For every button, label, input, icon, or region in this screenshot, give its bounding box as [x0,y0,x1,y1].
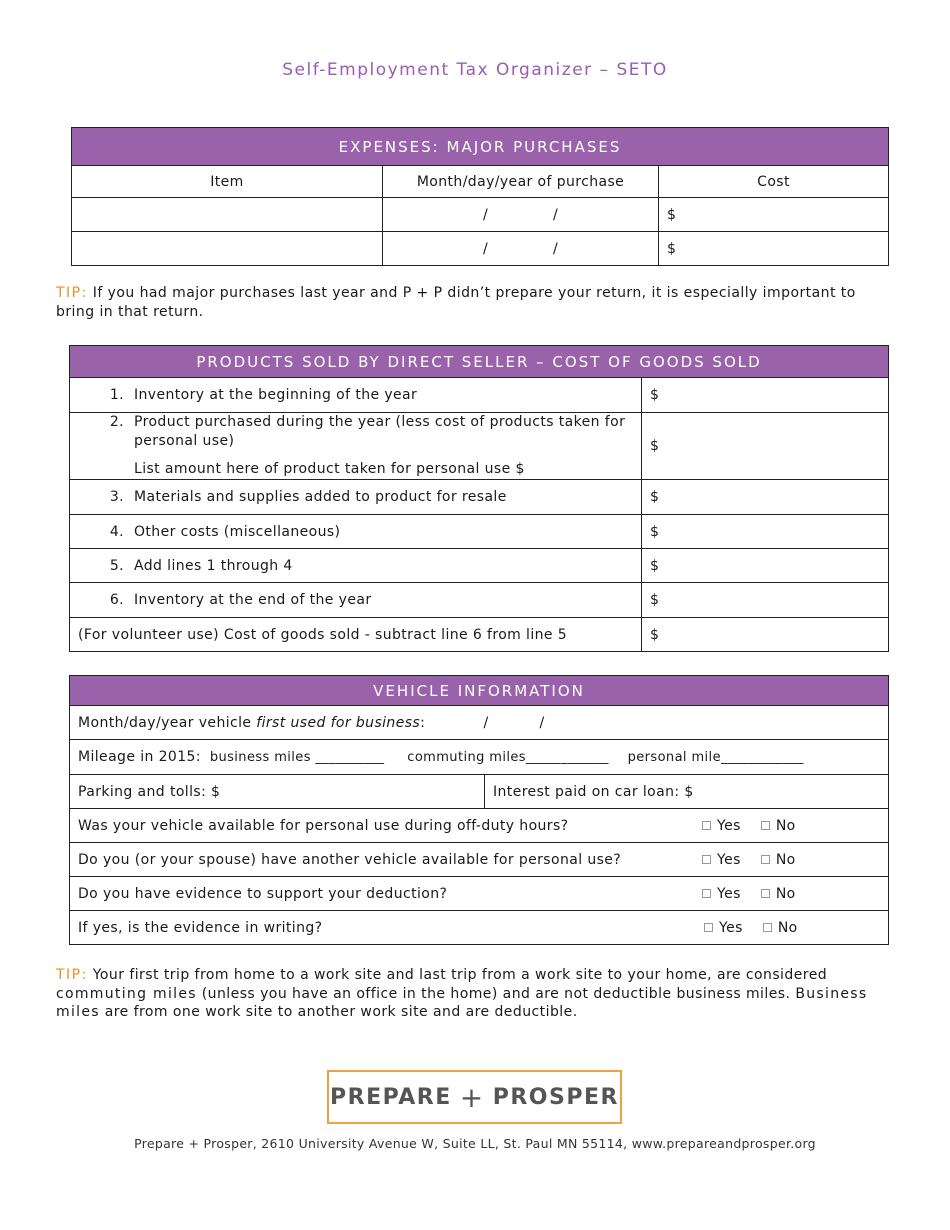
currency-symbol: $ [650,387,660,403]
currency-symbol: $ [650,489,660,505]
cogs-line-5 [70,549,642,583]
yes-checkbox[interactable] [702,821,711,830]
tip-text: Your first trip from home to a work site and last trip from a work site to your home, are considered [87,967,828,983]
cost-field[interactable] [659,198,889,232]
cogs-amount-field[interactable] [642,549,889,583]
question-row [70,911,889,945]
no-checkbox[interactable] [761,855,770,864]
yes-label: Yes [717,851,741,868]
parking-tolls-field[interactable]: Parking and tolls: $ [70,775,485,809]
tip-major-purchases [56,284,896,321]
table-row [72,232,889,266]
first-used-label: Month/day/year vehicle [78,714,257,731]
purchase-date-field[interactable] [383,232,659,266]
question-text: Do you have evidence to support your deduction? [78,885,448,902]
tip-commuting [56,966,886,1022]
personal-miles-field[interactable]: personal mile____________ [627,750,804,765]
no-checkbox[interactable] [761,821,770,830]
question-row [70,843,889,877]
tip-label: TIP: [56,285,88,301]
tip-text: If you had major purchases last year and P + P didn’t prepare your return, it is especially important to bring in that return. [56,285,856,320]
cogs-line-3 [70,480,642,515]
question-row [70,809,889,843]
cogs-amount-field[interactable] [642,378,889,413]
cogs-line-4 [70,515,642,549]
line-number: 4. [109,523,124,540]
item-field[interactable] [72,198,383,232]
table-row [70,740,889,775]
cogs-total-field[interactable] [642,618,889,652]
cogs-amount-field[interactable] [642,515,889,549]
page-title: Self-Employment Tax Organizer – SETO [282,60,668,80]
no-label: No [775,851,796,868]
cogs-total-label: (For volunteer use) Cost of goods sold - subtract line 6 from line 5 [70,618,642,652]
currency-symbol: $ [650,626,660,643]
question-row [70,877,889,911]
currency-symbol: $ [650,592,660,608]
currency-symbol: $ [650,438,660,454]
currency-symbol: $ [650,523,660,540]
mileage-label: Mileage in 2015: [78,749,201,765]
question-text: If yes, is the evidence in writing? [78,919,323,936]
commuting-miles-field[interactable]: commuting miles____________ [407,750,609,765]
col-header-item: Item [72,166,383,198]
currency-symbol: $ [667,240,677,257]
table-row [70,378,889,413]
date-separator: / [552,206,559,223]
cogs-table [69,345,889,652]
line-number: 2. [109,414,124,430]
cogs-amount-field[interactable] [642,413,889,480]
no-checkbox[interactable] [763,923,772,932]
personal-use-amount-label: List amount here of product taken for personal use $ [134,461,525,477]
cogs-line-2 [70,413,642,480]
date-separator: / [483,714,489,731]
table-row [70,413,889,480]
currency-symbol: $ [650,557,660,574]
line-label: Product purchased during the year (less cost of products taken for personal use) [134,414,626,449]
car-loan-interest-field[interactable]: Interest paid on car loan: $ [485,775,889,809]
cogs-amount-field[interactable] [642,583,889,618]
table-row [70,809,889,843]
vehicle-header: VEHICLE INFORMATION [70,676,889,706]
yes-checkbox[interactable] [702,889,711,898]
line-number: 3. [109,489,124,505]
no-label: No [775,885,796,902]
first-used-emphasis: first used for business [256,714,421,731]
tip-text: (unless you have an office in the home) and are not deductible business miles. [196,985,796,1002]
yes-label: Yes [717,885,741,902]
table-row [70,515,889,549]
major-purchases-table [71,127,889,266]
mileage-row[interactable] [70,740,889,775]
cost-field[interactable] [659,232,889,266]
question-text: Do you (or your spouse) have another vehicle available for personal use? [78,851,622,868]
yes-label: Yes [717,817,741,834]
table-row [70,549,889,583]
no-checkbox[interactable] [761,889,770,898]
cogs-amount-field[interactable] [642,480,889,515]
line-number: 5. [109,557,124,574]
question-text: Was your vehicle available for personal use during off-duty hours? [78,817,569,834]
no-label: No [775,817,796,834]
logo-plus-icon: + [459,1080,485,1114]
line-label: Other costs (miscellaneous) [134,523,341,540]
prepare-prosper-logo [327,1070,622,1124]
line-label: Add lines 1 through 4 [134,557,293,574]
col-header-date: Month/day/year of purchase [383,166,659,198]
date-separator: / [539,714,545,731]
date-separator: / [482,240,489,257]
yes-checkbox[interactable] [702,855,711,864]
line-number: 6. [109,592,124,608]
line-label: Inventory at the beginning of the year [134,387,418,403]
first-used-date-field[interactable] [70,706,889,740]
currency-symbol: $ [667,206,677,223]
tip-emphasis: Business miles [56,985,868,1020]
table-row [70,877,889,911]
business-miles-field[interactable]: business miles __________ [209,750,385,765]
tip-emphasis: commuting miles [56,985,197,1002]
purchase-date-field[interactable] [383,198,659,232]
cogs-header: PRODUCTS SOLD BY DIRECT SELLER – COST OF GOODS SOLD [70,346,889,378]
table-row [70,618,889,652]
table-row [70,583,889,618]
item-field[interactable] [72,232,383,266]
logo-text-right: PROSPER [492,1084,619,1110]
table-row [70,706,889,740]
table-row [70,775,889,809]
no-label: No [777,919,798,936]
major-purchases-header: EXPENSES: MAJOR PURCHASES [72,128,889,166]
line-label: Inventory at the end of the year [134,592,372,608]
logo-text-left: PREPARE [330,1084,452,1110]
yes-label: Yes [719,919,743,936]
cogs-line-1 [70,378,642,413]
tip-label: TIP: [56,967,88,983]
date-separator: / [552,240,559,257]
table-row [70,843,889,877]
date-separator: / [482,206,489,223]
vehicle-table [69,675,889,945]
table-row [72,198,889,232]
footer-address: Prepare + Prosper, 2610 University Avenue W, Suite LL, St. Paul MN 55114, www.prepareandprosper.org [134,1136,816,1151]
tip-text: are from one work site to another work site and are deductible. [99,1004,578,1020]
line-label: Materials and supplies added to product for resale [134,489,507,505]
yes-checkbox[interactable] [704,923,713,932]
first-used-colon: : [420,714,426,731]
col-header-cost: Cost [659,166,889,198]
table-row [70,480,889,515]
cogs-line-6 [70,583,642,618]
table-row [70,911,889,945]
line-number: 1. [109,387,124,403]
